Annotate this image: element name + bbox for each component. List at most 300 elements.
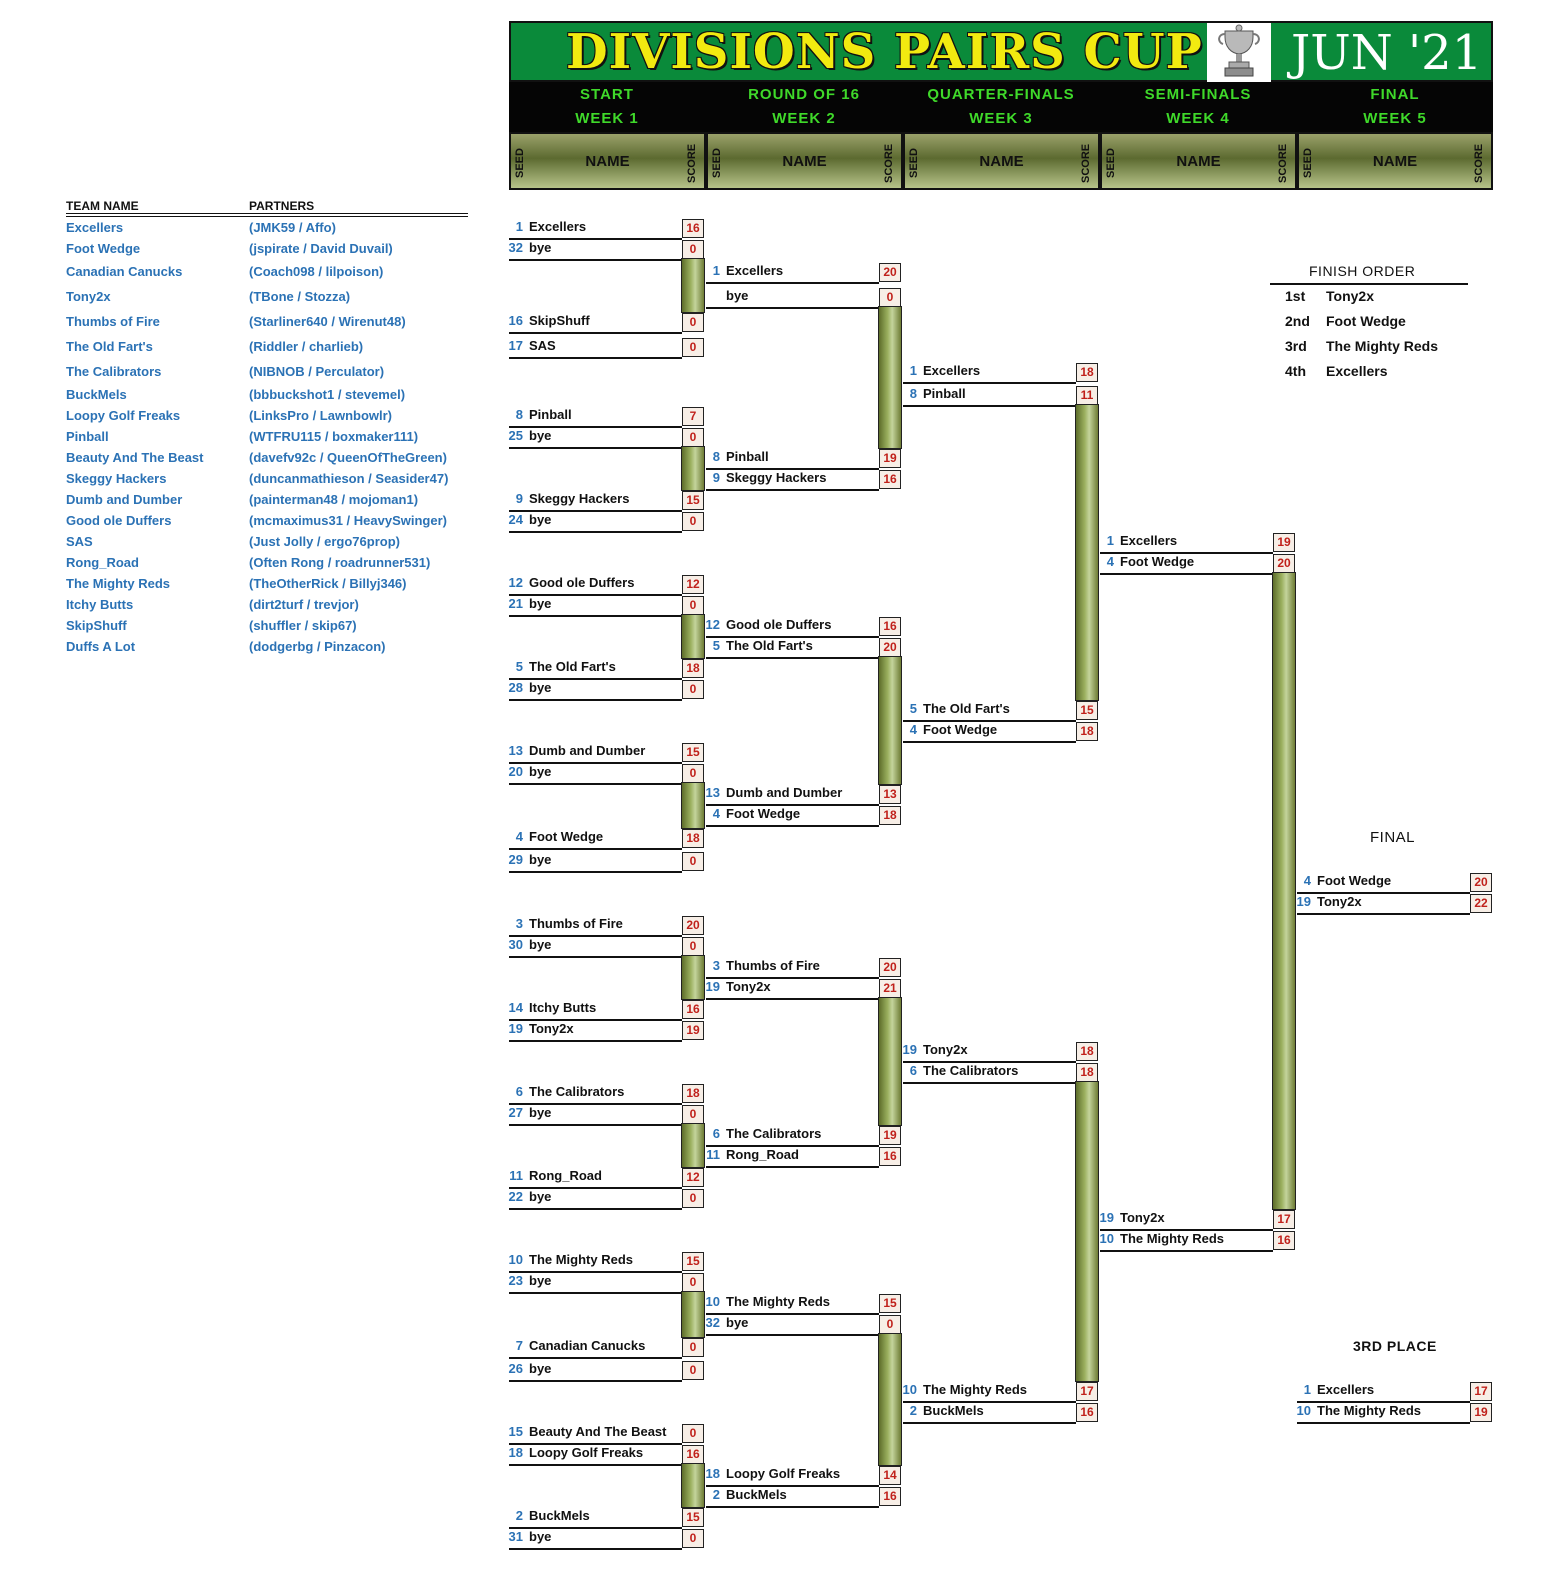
bracket-line <box>509 848 682 850</box>
team-entry-name: bye <box>726 1315 749 1330</box>
team-entry-name: The Mighty Reds <box>1120 1231 1225 1246</box>
team-name: Tony2x <box>66 289 111 304</box>
bracket-connector-bar <box>1272 572 1296 1210</box>
team-entry-name: Foot Wedge <box>1120 554 1195 569</box>
score-box: 15 <box>682 1508 704 1527</box>
seed-number: 20 <box>508 764 523 779</box>
seed-number: 21 <box>508 596 523 611</box>
team-entry-name: Thumbs of Fire <box>529 916 623 931</box>
bracket-line <box>1100 1250 1273 1252</box>
team-partners: (WTFRU115 / boxmaker111) <box>249 429 419 444</box>
seed-number: 19 <box>508 1021 523 1036</box>
team-partners: (TheOtherRick / Billyj346) <box>249 576 407 591</box>
team-entry-name: bye <box>529 1361 552 1376</box>
seed-number: 6 <box>515 1084 523 1099</box>
seed-number: 1 <box>1303 1382 1311 1397</box>
seed-number: 9 <box>712 470 720 485</box>
seed-header: SEED <box>908 148 920 178</box>
team-entry-name: Tony2x <box>1120 1210 1165 1225</box>
score-box: 19 <box>879 1126 901 1145</box>
seed-number: 12 <box>508 575 523 590</box>
bracket-connector-bar <box>878 997 902 1126</box>
team-entry-name: BuckMels <box>726 1487 787 1502</box>
team-partners: (dirt2turf / trevjor) <box>249 597 359 612</box>
bracket-line <box>706 825 879 827</box>
score-box: 18 <box>1076 363 1098 382</box>
team-entry-name: bye <box>529 1273 552 1288</box>
seed-number: 32 <box>508 240 523 255</box>
score-box: 11 <box>1076 386 1098 405</box>
bracket-line <box>509 1124 682 1126</box>
bracket-line <box>509 1380 682 1382</box>
team-name: Thumbs of Fire <box>66 314 160 329</box>
title-banner <box>509 21 1493 82</box>
team-partners: (bbbuckshot1 / stevemel) <box>249 387 406 402</box>
score-box: 16 <box>879 1147 901 1166</box>
score-box: 16 <box>879 470 901 489</box>
team-name: Duffs A Lot <box>66 639 136 654</box>
score-header: SCORE <box>686 143 698 183</box>
team-name: SAS <box>66 534 93 549</box>
team-entry-name: bye <box>529 764 552 779</box>
final-label: FINAL <box>1370 829 1416 846</box>
round-header <box>1100 82 1296 131</box>
seed-number: 31 <box>508 1529 523 1544</box>
team-entry-name: The Calibrators <box>726 1126 822 1141</box>
seed-number: 2 <box>909 1403 917 1418</box>
team-entry-name: bye <box>529 852 552 867</box>
page-title: DIVISIONS PAIRS CUP <box>566 24 1203 80</box>
seed-number: 5 <box>515 659 523 674</box>
seed-number: 19 <box>705 979 720 994</box>
round-week: WEEK 2 <box>772 110 836 127</box>
team-name: SkipShuff <box>66 618 127 633</box>
team-entry-name: Tony2x <box>726 979 771 994</box>
score-header: SCORE <box>1473 143 1485 183</box>
score-box: 16 <box>879 1487 901 1506</box>
round-week: WEEK 1 <box>575 110 639 127</box>
bracket-connector-bar <box>878 1333 902 1466</box>
seed-number: 5 <box>909 701 917 716</box>
seed-number: 14 <box>508 1000 523 1015</box>
score-header: SCORE <box>1080 143 1092 183</box>
team-entry-name: Good ole Duffers <box>726 617 832 632</box>
score-box: 16 <box>682 219 704 238</box>
score-box: 0 <box>682 338 704 357</box>
score-box: 15 <box>682 491 704 510</box>
finish-team: Excellers <box>1326 363 1388 379</box>
score-box: 0 <box>682 1338 704 1357</box>
round-week-bar <box>509 82 1493 132</box>
seed-number: 8 <box>515 407 523 422</box>
score-box: 12 <box>682 575 704 594</box>
seed-number: 10 <box>508 1252 523 1267</box>
score-box: 17 <box>1470 1382 1492 1401</box>
round-name: START <box>580 86 634 103</box>
team-entry-name: The Mighty Reds <box>529 1252 634 1267</box>
team-entry-name: Foot Wedge <box>923 722 998 737</box>
seed-number: 1 <box>712 263 720 278</box>
seed-number: 3 <box>515 916 523 931</box>
team-name: Beauty And The Beast <box>66 450 204 465</box>
seed-number: 11 <box>706 1147 720 1162</box>
score-box: 19 <box>1470 1403 1492 1422</box>
team-name: Itchy Butts <box>66 597 134 612</box>
score-box: 0 <box>682 1105 704 1124</box>
seed-number: 10 <box>902 1382 917 1397</box>
seed-number: 1 <box>909 363 917 378</box>
team-entry-name: bye <box>529 1529 552 1544</box>
bracket-line <box>903 405 1076 407</box>
seed-number: 2 <box>712 1487 720 1502</box>
score-box: 18 <box>682 659 704 678</box>
bracket-line <box>509 1464 682 1466</box>
score-box: 0 <box>682 1189 704 1208</box>
team-partners: (davefv92c / QueenOfTheGreen) <box>249 450 447 465</box>
team-partners: (duncanmathieson / Seasider47) <box>249 471 449 486</box>
round-name: SEMI-FINALS <box>1144 86 1252 103</box>
team-partners: (TBone / Stozza) <box>249 289 351 304</box>
seed-number: 1 <box>1106 533 1114 548</box>
score-box: 14 <box>879 1466 901 1485</box>
team-entry-name: bye <box>529 512 552 527</box>
seed-number: 30 <box>508 937 523 952</box>
seed-number: 24 <box>508 512 523 527</box>
team-entry-name: The Old Fart's <box>529 659 616 674</box>
team-name: Pinball <box>66 429 109 444</box>
team-entry-name: bye <box>726 288 749 303</box>
score-box: 0 <box>682 240 704 259</box>
team-entry-name: Rong_Road <box>726 1147 799 1162</box>
seed-number: 26 <box>508 1361 523 1376</box>
bracket-line <box>509 699 682 701</box>
score-box: 16 <box>682 1000 704 1019</box>
score-box: 19 <box>1273 533 1295 552</box>
round-header <box>509 82 705 131</box>
score-header: SCORE <box>1277 143 1289 183</box>
team-entry-name: Tony2x <box>529 1021 574 1036</box>
team-entry-name: bye <box>529 1105 552 1120</box>
score-box: 0 <box>682 937 704 956</box>
team-entry-name: Excellers <box>1120 533 1178 548</box>
score-box: 21 <box>879 979 901 998</box>
score-box: 16 <box>1076 1403 1098 1422</box>
score-box: 0 <box>682 313 704 332</box>
bracket-connector-bar <box>1075 404 1099 701</box>
team-partners: (Just Jolly / ergo76prop) <box>249 534 400 549</box>
seed-number: 23 <box>508 1273 523 1288</box>
score-box: 20 <box>1273 554 1295 573</box>
team-entry-name: Excellers <box>726 263 784 278</box>
team-entry-name: SkipShuff <box>529 313 590 328</box>
bracket-line <box>509 1292 682 1294</box>
bracket-line <box>509 531 682 533</box>
finish-team: Foot Wedge <box>1326 313 1406 329</box>
seed-number: 19 <box>902 1042 917 1057</box>
seed-header: SEED <box>1302 148 1314 178</box>
seed-header: SEED <box>711 148 723 178</box>
seed-number: 13 <box>705 785 720 800</box>
name-header: NAME <box>1372 153 1418 170</box>
round-name: FINAL <box>1370 86 1420 103</box>
round-week: WEEK 3 <box>969 110 1033 127</box>
finish-order-rule <box>1270 283 1468 285</box>
seed-number: 19 <box>1099 1210 1114 1225</box>
trophy-icon <box>1207 23 1271 82</box>
bracket-line <box>509 1548 682 1550</box>
score-box: 18 <box>1076 1063 1098 1082</box>
team-entry-name: bye <box>529 428 552 443</box>
finish-position: 3rd <box>1285 338 1307 354</box>
score-box: 16 <box>682 1445 704 1464</box>
team-entry-name: Itchy Butts <box>529 1000 597 1015</box>
team-entry-name: Excellers <box>529 219 587 234</box>
bracket-line <box>509 956 682 958</box>
seed-number: 10 <box>1099 1231 1114 1246</box>
team-name: Dumb and Dumber <box>66 492 183 507</box>
team-entry-name: BuckMels <box>529 1508 590 1523</box>
team-entry-name: Loopy Golf Freaks <box>726 1466 841 1481</box>
finish-position: 4th <box>1285 363 1306 379</box>
seed-number: 4 <box>515 829 523 844</box>
score-box: 0 <box>682 852 704 871</box>
column-header <box>903 132 1100 190</box>
seed-number: 4 <box>1303 873 1311 888</box>
team-partners: (painterman48 / mojoman1) <box>249 492 419 507</box>
seed-number: 22 <box>508 1189 523 1204</box>
team-partners: (Often Rong / roadrunner531) <box>249 555 431 570</box>
team-entry-name: bye <box>529 680 552 695</box>
team-partners: (Coach098 / lilpoison) <box>249 264 384 279</box>
seed-number: 5 <box>712 638 720 653</box>
score-box: 16 <box>879 617 901 636</box>
team-entry-name: The Calibrators <box>529 1084 625 1099</box>
partners-header: PARTNERS <box>249 199 315 213</box>
bracket-line <box>706 1334 879 1336</box>
score-box: 0 <box>879 288 901 307</box>
score-box: 18 <box>682 829 704 848</box>
score-box: 18 <box>1076 722 1098 741</box>
team-partners: (mcmaximus31 / HeavySwinger) <box>249 513 447 528</box>
team-partners: (JMK59 / Affo) <box>249 220 336 235</box>
score-box: 15 <box>879 1294 901 1313</box>
team-partners: (Riddler / charlieb) <box>249 339 364 354</box>
header-rule <box>66 213 468 214</box>
team-entry-name: Skeggy Hackers <box>726 470 827 485</box>
team-name: Excellers <box>66 220 124 235</box>
team-name: The Mighty Reds <box>66 576 171 591</box>
bracket-line <box>509 1357 682 1359</box>
team-entry-name: The Old Fart's <box>726 638 813 653</box>
round-week: WEEK 4 <box>1166 110 1230 127</box>
team-name: Foot Wedge <box>66 241 141 256</box>
bracket-line <box>509 447 682 449</box>
column-header <box>706 132 903 190</box>
bracket-line <box>903 741 1076 743</box>
bracket-line <box>509 259 682 261</box>
bracket-line <box>509 615 682 617</box>
score-box: 20 <box>682 916 704 935</box>
seed-number: 3 <box>712 958 720 973</box>
team-entry-name: BuckMels <box>923 1403 984 1418</box>
bracket-line <box>1297 913 1470 915</box>
score-box: 0 <box>682 1273 704 1292</box>
name-header: NAME <box>979 153 1024 170</box>
score-box: 13 <box>879 785 901 804</box>
team-name: Skeggy Hackers <box>66 471 167 486</box>
team-partners: (jspirate / David Duvail) <box>249 241 393 256</box>
seed-number: 13 <box>508 743 523 758</box>
team-entry-name: Dumb and Dumber <box>726 785 843 800</box>
team-entry-name: bye <box>529 1189 552 1204</box>
score-box: 0 <box>682 1424 704 1443</box>
score-box: 0 <box>879 1315 901 1334</box>
round-header <box>903 82 1099 131</box>
team-entry-name: Pinball <box>726 449 769 464</box>
team-entry-name: Loopy Golf Freaks <box>529 1445 644 1460</box>
seed-number: 25 <box>508 428 523 443</box>
bracket-line <box>509 1208 682 1210</box>
round-header <box>1297 82 1493 131</box>
team-name: The Old Fart's <box>66 339 153 354</box>
seed-number: 8 <box>712 449 720 464</box>
seed-number: 19 <box>1296 894 1311 909</box>
finish-team: Tony2x <box>1326 288 1374 304</box>
seed-number: 4 <box>712 806 720 821</box>
bracket-line <box>706 489 879 491</box>
bracket-line <box>903 382 1076 384</box>
seed-number: 10 <box>1296 1403 1311 1418</box>
team-entry-name: Skeggy Hackers <box>529 491 630 506</box>
team-entry-name: Tony2x <box>923 1042 968 1057</box>
team-name-header: TEAM NAME <box>66 199 139 213</box>
column-header <box>1100 132 1297 190</box>
score-box: 20 <box>879 263 901 282</box>
round-week: WEEK 5 <box>1363 110 1427 127</box>
score-box: 0 <box>682 1361 704 1380</box>
team-partners: (Starliner640 / Wirenut48) <box>249 314 406 329</box>
team-entry-name: bye <box>529 937 552 952</box>
score-box: 17 <box>1076 1382 1098 1401</box>
team-entry-name: Canadian Canucks <box>529 1338 646 1353</box>
team-entry-name: Beauty And The Beast <box>529 1424 667 1439</box>
seed-number: 18 <box>508 1445 523 1460</box>
score-box: 18 <box>682 1084 704 1103</box>
seed-number: 17 <box>508 338 523 353</box>
score-box: 19 <box>682 1021 704 1040</box>
score-box: 18 <box>879 806 901 825</box>
team-entry-name: The Mighty Reds <box>1317 1403 1422 1418</box>
round-header <box>706 82 902 131</box>
team-partners: (NIBNOB / Perculator) <box>249 364 385 379</box>
team-entry-name: Tony2x <box>1317 894 1362 909</box>
bracket-line <box>903 1082 1076 1084</box>
seed-number: 18 <box>705 1466 720 1481</box>
score-box: 7 <box>682 407 704 426</box>
team-name: The Calibrators <box>66 364 162 379</box>
bracket-line <box>509 357 682 359</box>
bracket-line <box>903 1422 1076 1424</box>
bracket-line <box>706 282 879 284</box>
finish-position: 1st <box>1285 288 1306 304</box>
team-name: Canadian Canucks <box>66 264 183 279</box>
name-header: NAME <box>585 153 630 170</box>
seed-number: 7 <box>515 1338 523 1353</box>
team-entry-name: SAS <box>529 338 556 353</box>
seed-number: 11 <box>509 1168 523 1183</box>
seed-number: 2 <box>515 1508 523 1523</box>
team-entry-name: Pinball <box>923 386 966 401</box>
score-box: 19 <box>879 449 901 468</box>
seed-number: 4 <box>909 722 917 737</box>
seed-number: 4 <box>1106 554 1114 569</box>
score-box: 22 <box>1470 894 1492 913</box>
bracket-line <box>509 871 682 873</box>
team-entry-name: Thumbs of Fire <box>726 958 820 973</box>
third-place-label: 3RD PLACE <box>1353 1338 1437 1354</box>
seed-header: SEED <box>514 148 526 178</box>
team-entry-name: Foot Wedge <box>726 806 801 821</box>
seed-number: 9 <box>515 491 523 506</box>
team-entry-name: Pinball <box>529 407 572 422</box>
seed-number: 12 <box>705 617 720 632</box>
score-box: 17 <box>1273 1210 1295 1229</box>
team-name: Good ole Duffers <box>66 513 172 528</box>
score-box: 20 <box>879 958 901 977</box>
bracket-line <box>509 332 682 334</box>
bracket-line <box>706 1506 879 1508</box>
score-box: 15 <box>682 1252 704 1271</box>
seed-number: 15 <box>508 1424 523 1439</box>
round-name: ROUND OF 16 <box>748 86 860 103</box>
bracket-line <box>509 1040 682 1042</box>
bracket-line <box>509 783 682 785</box>
score-box: 0 <box>682 1529 704 1548</box>
score-box: 16 <box>1273 1231 1295 1250</box>
seed-number: 28 <box>508 680 523 695</box>
team-entry-name: Excellers <box>1317 1382 1375 1397</box>
team-entry-name: The Calibrators <box>923 1063 1019 1078</box>
score-header: SCORE <box>883 143 895 183</box>
score-box: 20 <box>1470 873 1492 892</box>
score-box: 12 <box>682 1168 704 1187</box>
column-header <box>1297 132 1493 190</box>
finish-order-title: FINISH ORDER <box>1309 263 1416 279</box>
seed-number: 16 <box>508 313 523 328</box>
team-entry-name: Dumb and Dumber <box>529 743 646 758</box>
bracket-line <box>1100 573 1273 575</box>
team-name: BuckMels <box>66 387 127 402</box>
team-entry-name: Excellers <box>923 363 981 378</box>
score-box: 0 <box>682 680 704 699</box>
team-entry-name: Foot Wedge <box>1317 873 1392 888</box>
team-entry-name: The Mighty Reds <box>726 1294 831 1309</box>
bracket-connector-bar <box>878 656 902 785</box>
team-entry-name: Good ole Duffers <box>529 575 635 590</box>
team-entry-name: bye <box>529 596 552 611</box>
team-partners: (shuffler / skip67) <box>249 618 357 633</box>
team-partners: (dodgerbg / Pinzacon) <box>249 639 386 654</box>
score-box: 0 <box>682 428 704 447</box>
header-rule-double <box>66 216 468 217</box>
bracket-line <box>706 1166 879 1168</box>
seed-number: 10 <box>705 1294 720 1309</box>
team-entry-name: Rong_Road <box>529 1168 602 1183</box>
column-header <box>509 132 706 190</box>
score-box: 0 <box>682 512 704 531</box>
bracket-line <box>706 998 879 1000</box>
score-box: 20 <box>879 638 901 657</box>
